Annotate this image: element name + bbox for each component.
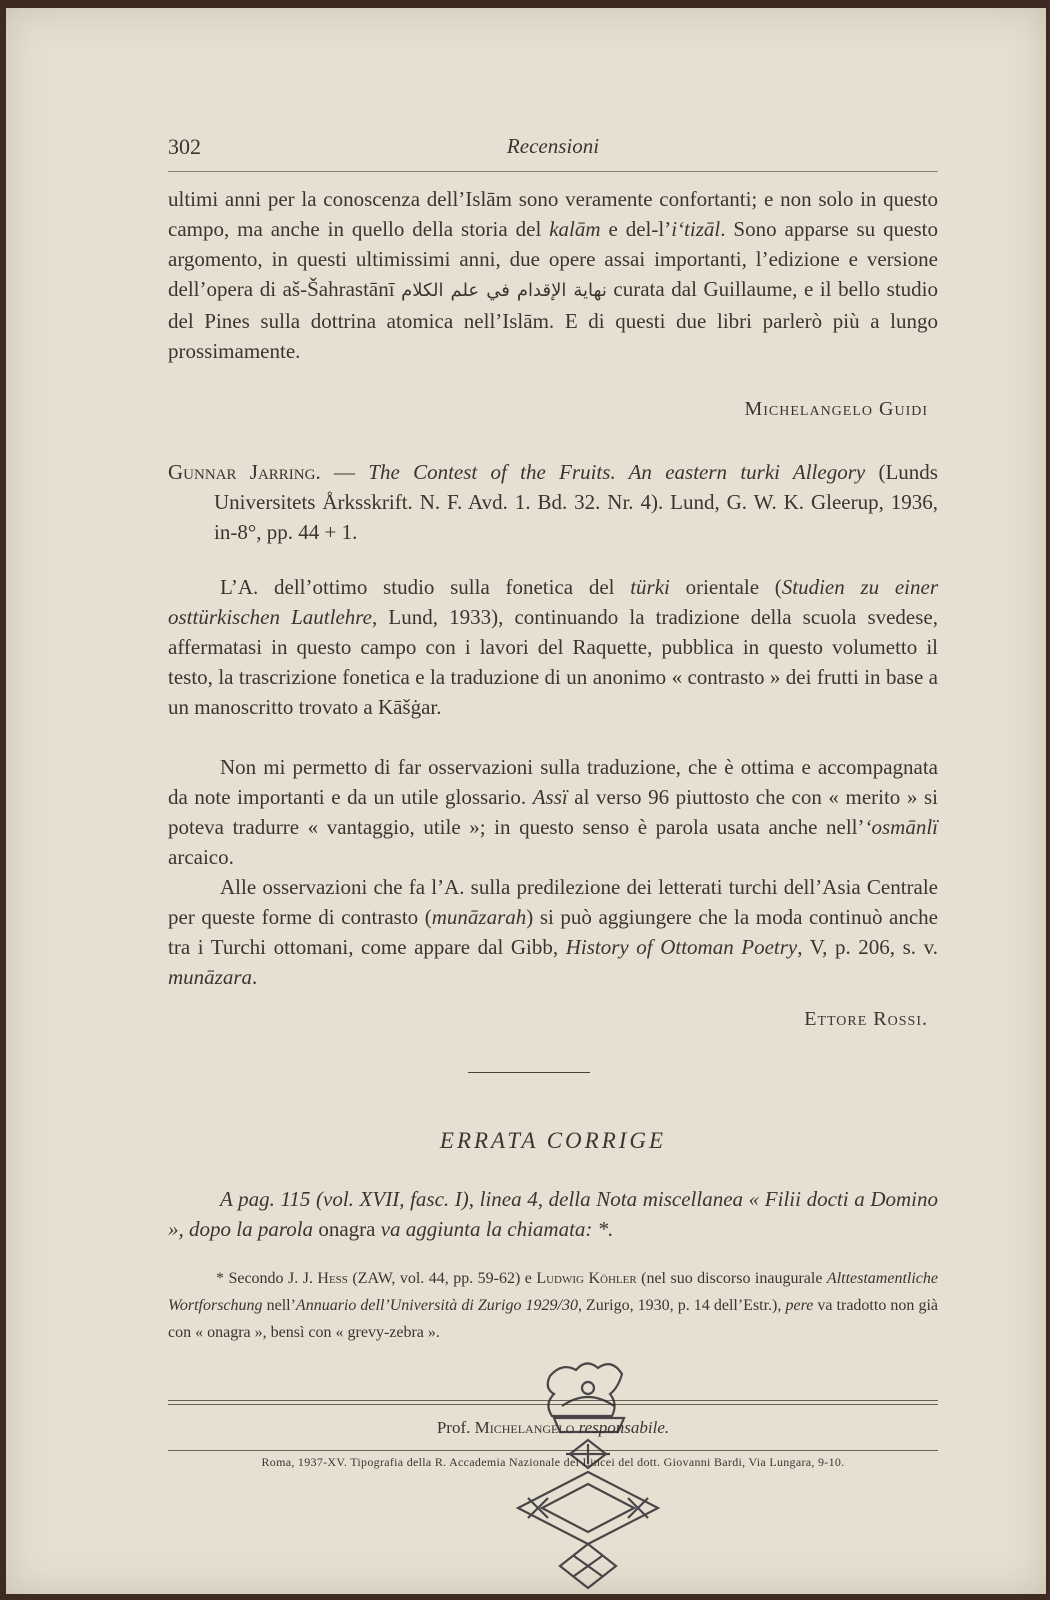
text-run: , Lund, 1933), continuando la tradizione della scuola svedese, affermatasi in questo campo con i lavori del Raquette, pubblica in questo volumetto il testo, la trascrizione fonetica e la traduzione di un anonimo « contrasto » dei frutti in base a un manoscritto trovato a Kāšġar.: [168, 605, 938, 719]
text-run: Studien zu einer osttürkischen Lautlehre: [168, 575, 939, 629]
responsible-name: Michelangelo: [474, 1418, 575, 1437]
text-run: .: [252, 965, 258, 989]
text-run: kalām: [549, 217, 601, 241]
text-run: (Lunds Universitets Årksskrift. N. F. Avd. 1. Bd. 32. Nr. 4). Lund, G. W. K. Gleerup, 1936, in-8°, pp. 44 + 1.: [214, 460, 938, 544]
text-run: The Contest of the Fruits. An eastern turki Allegory: [368, 460, 866, 484]
text-run: J. J. Hess: [288, 1270, 348, 1287]
text-run: (nel suo discorso inaugurale: [636, 1270, 827, 1287]
review2-paragraph-1: [168, 572, 938, 722]
text-run: orientale (: [669, 575, 782, 599]
text-run: e del-l’: [600, 217, 672, 241]
text-run: History of Ottoman Poetry: [565, 935, 798, 959]
library-stamp-icon: [488, 1348, 688, 1598]
review2-paragraph-2: [168, 752, 938, 872]
review1-closing-paragraph: [168, 184, 938, 366]
signature-guidi: Michelangelo Guidi: [744, 398, 928, 420]
text-run: pere: [785, 1297, 814, 1314]
review2-citation: [168, 457, 938, 547]
text-run: curata dal Guillaume, e il bello studio del Pines sulla dottrina atomica nell’Islām. E di questi due libri parlerò più a lungo prossimamente.: [168, 277, 938, 363]
header-rule: [168, 171, 938, 172]
text-run: * Secondo: [216, 1270, 289, 1287]
text-run: Alle osservazioni che fa l’A. sulla predilezione dei letterati turchi dell’Asia Centrale per queste forme di contrasto (: [168, 875, 938, 929]
text-run: , V, p. 206, s. v.: [797, 935, 939, 959]
section-separator: [468, 1072, 590, 1073]
errata-text: [168, 1184, 938, 1244]
text-run: L’A. dell’ottimo studio sulla fonetica del: [220, 575, 631, 599]
text-run: ultimi anni per la conoscenza dell’Islām sono veramente confortanti; e non solo in questo campo, ma anche in quello della storia del: [168, 187, 938, 241]
text-run: va tradotto non già con « onagra », bensì con « grevy-zebra ».: [168, 1297, 938, 1341]
errata-footnote: [168, 1265, 938, 1346]
text-run: munāzarah: [431, 905, 527, 929]
text-run: Ludwig Köhler: [536, 1270, 637, 1287]
page-header: [168, 134, 938, 164]
text-run: Assï: [532, 785, 568, 809]
text-run: türki: [630, 575, 670, 599]
text-run: نهاية الإقدام في علم الكلام: [401, 280, 607, 301]
review2-paragraph-3: [168, 872, 938, 992]
text-run: A pag. 115 (vol. XVII, fasc. I), linea 4, della Nota miscellanea « Filii docti a Domino », dopo la parola: [168, 1187, 938, 1241]
signature-rossi: Ettore Rossi.: [804, 1008, 928, 1030]
text-run: Annuario dell’Università di Zurigo 1929/30: [295, 1297, 578, 1314]
text-run: nell’: [262, 1297, 296, 1314]
text-run: al verso 96 piuttosto che con « merito » si poteva tradurre « vantaggio, utile »; in questo senso è parola usata anche nell’: [168, 785, 938, 839]
text-run: . —: [315, 460, 369, 484]
text-run: onagra: [313, 1217, 381, 1241]
page-number: 302: [168, 134, 201, 159]
printer-line: Roma, 1937-XV. Tipografia della R. Accademia Nazionale dei Lincei del dott. Giovanni Bardi, Via Lungara, 9-10.: [261, 1455, 845, 1469]
text-run: Non mi permetto di far osservazioni sulla traduzione, che è ottima e accompagnata da note importanti e da un utile glossario.: [168, 755, 938, 809]
text-run: arcaico.: [168, 845, 234, 869]
text-run: , Zurigo, 1930, p. 14 dell’Estr.),: [577, 1297, 786, 1314]
text-run: ‘osmānlï: [864, 815, 938, 839]
text-run: Alttestamentliche Wortforschung: [168, 1270, 938, 1314]
text-run: munāzara: [168, 965, 253, 989]
text-run: . Sono apparse su questo argomento, in questi ultimissimi anni, due opere assai importanti, l’edizione e versione dell’opera di aš-Šahrastānī: [168, 217, 938, 301]
text-run: va aggiunta la chiamata: *.: [380, 1217, 614, 1241]
errata-title: ERRATA CORRIGE: [439, 1128, 667, 1153]
text-run: Gunnar Jarring: [168, 460, 316, 484]
text-run: i‘tizāl: [671, 217, 721, 241]
text-run: (ZAW, vol. 44, pp. 59-62) e: [347, 1270, 537, 1287]
responsible-line: Prof. Michelangelo responsabile.: [436, 1418, 670, 1437]
running-head: Recensioni: [506, 134, 600, 158]
text-run: ) si può aggiungere che la moda continuò anche tra i Turchi ottomani, come appare dal Gibb,: [168, 905, 938, 959]
page: [6, 8, 1046, 1594]
